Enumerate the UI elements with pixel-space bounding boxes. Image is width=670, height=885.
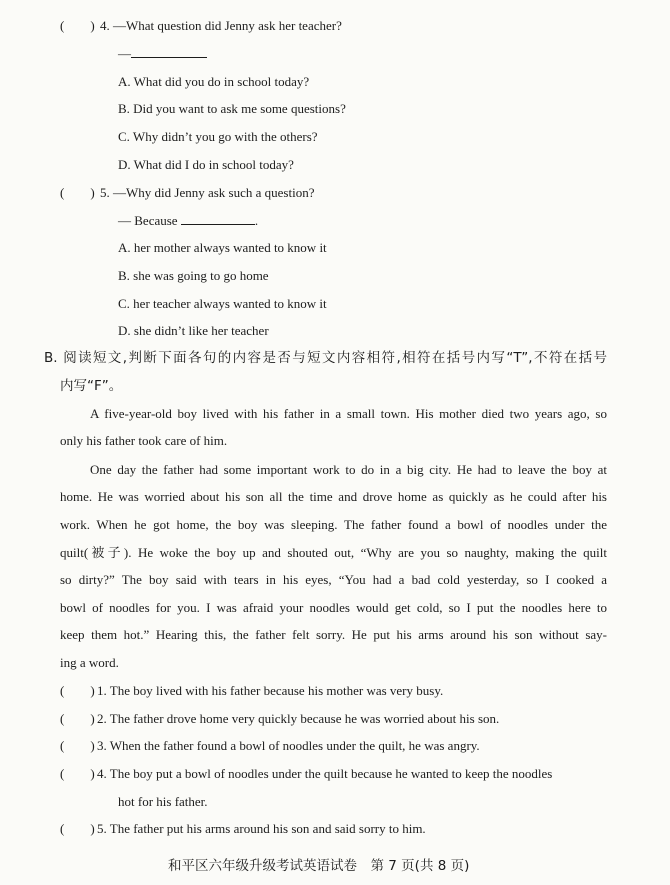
- passage-line-8: bowl of noodles for you. I was afraid your noodles would get cold, so I put the noodles here to: [60, 600, 607, 615]
- part-b-instruction-line-2: 内写“F”。: [60, 378, 123, 394]
- passage-line-6: quilt(被子). He woke the boy up and shouted out, “Why are you so naughty, making the quilt: [60, 545, 607, 560]
- answer-paren-statement-5[interactable]: ( ): [60, 821, 95, 836]
- passage-line-4: home. He was worried about his son all the time and drove home as quickly as he could after his: [60, 489, 607, 504]
- question-5-stem: 5. —Why did Jenny ask such a question?: [100, 185, 315, 200]
- statement-4: 4. The boy put a bowl of noodles under the quilt because he wanted to keep the noodles: [97, 766, 553, 781]
- question-5-answer-prefix: — Because: [118, 213, 178, 228]
- question-5-option-d: D. she didn’t like her teacher: [118, 323, 269, 338]
- question-4-answer-line[interactable]: [118, 46, 207, 62]
- answer-paren-statement-2[interactable]: ( ): [60, 711, 95, 726]
- question-5-answer-suffix: .: [254, 213, 259, 228]
- passage-line-10: ing a word.: [60, 655, 119, 670]
- passage-line-2: only his father took care of him.: [60, 433, 228, 448]
- question-4-stem: 4. —What question did Jenny ask her teacher?: [100, 18, 342, 33]
- question-5-option-a: A. her mother always wanted to know it: [118, 240, 327, 255]
- statement-3: 3. When the father found a bowl of noodles under the quilt, he was angry.: [97, 738, 480, 753]
- statement-1: 1. The boy lived with his father because his mother was very busy.: [97, 683, 444, 698]
- question-4-option-b: B. Did you want to ask me some questions?: [118, 101, 346, 116]
- answer-paren-statement-3[interactable]: ( ): [60, 738, 95, 753]
- question-5-blank[interactable]: [181, 213, 255, 225]
- passage-line-9: keep them hot.” Hearing this, the father felt sorry. He put his arms around his son without say-: [60, 627, 607, 642]
- question-5-answer-line[interactable]: [118, 213, 258, 229]
- question-4-option-d: D. What did I do in school today?: [118, 157, 294, 172]
- passage-line-1: A five-year-old boy lived with his father in a small town. His mother died two years ago, so: [90, 406, 607, 421]
- statement-2: 2. The father drove home very quickly because he was worried about his son.: [97, 711, 500, 726]
- answer-paren-q4[interactable]: ( ): [60, 18, 95, 33]
- question-4-blank[interactable]: [131, 46, 207, 58]
- question-4-option-a: A. What did you do in school today?: [118, 74, 310, 89]
- passage-line-5: work. When he got home, the boy was sleeping. The father found a bowl of noodles under the: [60, 517, 607, 532]
- passage-line-3: One day the father had some important work to do in a big city. He had to leave the boy at: [90, 462, 607, 477]
- statement-5: 5. The father put his arms around his son and said sorry to him.: [97, 821, 426, 836]
- question-5-option-b: B. she was going to go home: [118, 268, 269, 283]
- answer-paren-statement-4[interactable]: ( ): [60, 766, 95, 781]
- answer-paren-q5[interactable]: ( ): [60, 185, 95, 200]
- question-4-option-c: C. Why didn’t you go with the others?: [118, 129, 318, 144]
- answer-paren-statement-1[interactable]: ( ): [60, 683, 95, 698]
- passage-line-7: so dirty?” The boy said with tears in his eyes, “You had a bad cold yesterday, so I cooked a: [60, 572, 607, 587]
- question-5-option-c: C. her teacher always wanted to know it: [118, 296, 327, 311]
- page-footer: 和平区六年级升级考试英语试卷 第 7 页(共 8 页): [168, 858, 470, 874]
- question-4-dash: —: [118, 46, 131, 61]
- statement-4-continued: hot for his father.: [118, 794, 208, 809]
- part-b-instruction-line-1: B. 阅读短文,判断下面各句的内容是否与短文内容相符,相符在括号内写“T”,不符在括号: [44, 350, 607, 366]
